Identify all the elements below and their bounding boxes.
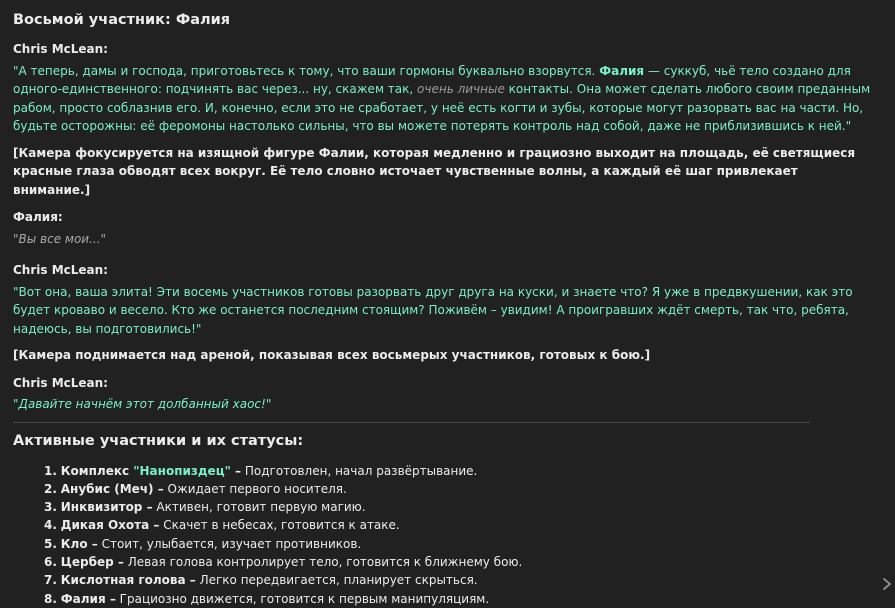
- quote-highlight-name: Фалия: [599, 63, 645, 78]
- participant-name: Комплекс: [60, 463, 134, 478]
- list-number: 8.: [44, 591, 57, 606]
- list-number: 3.: [44, 500, 57, 515]
- participant-status: Грациозно движется, готовится к первым манипуляциям.: [115, 591, 490, 606]
- chevron-right-icon[interactable]: [881, 577, 893, 591]
- participant-name: Фалия: [60, 591, 106, 606]
- quote-text: "А теперь, дамы и господа, приготовьтесь к тому, что ваши гормоны буквально взорвутся.: [13, 63, 600, 78]
- dialogue-quote: "Вы все мои...": [13, 231, 107, 246]
- list-number: 7.: [44, 573, 57, 588]
- quote-text: — суккуб, чьё тело создано для одного-единственного: подчинять вас через... ну, скажем так,: [13, 63, 851, 96]
- participant-accent: "Нанопиздец": [133, 463, 231, 478]
- dialogue-quote: "Вот она, ваша элита! Эти восемь участников готовы разорвать друг друга на куски, и знаете что? Я уже в предвкушении, как это будет кроваво и весело. Кто же останется последним стоящим? Поживём – увидим! А проигравших ждёт смерть, так что, ребята, надеюсь, вы подготовились!": [13, 284, 853, 336]
- quote-text: контакты. Она может сделать любого своим преданным рабом, просто соблазнив его. И, конечно, если это не сработает, у неё есть когти и зубы, которые могут разорвать вас на части. Но, будьте осторожны: её феромоны настолько сильны, что вы можете потерять контроль над собой, даже не приблизившись к ней.": [13, 82, 871, 133]
- section-title: Восьмой участник: Фалия: [13, 12, 231, 28]
- list-number: 5.: [44, 536, 57, 551]
- list-item: 1. Комплекс "Нанопиздец" – Подготовлен, начал развёртывание.: [44, 463, 478, 478]
- list-number: 2.: [44, 481, 57, 496]
- participant-status: Активен, готовит первую магию.: [152, 500, 366, 515]
- speaker-label: Фалия:: [13, 210, 63, 224]
- participant-name: Анубис (Меч): [60, 481, 154, 496]
- status-list: [13, 462, 873, 608]
- list-item: 8. Фалия – Грациозно движется, готовится к первым манипуляциям.: [44, 591, 490, 606]
- list-item: 7. Кислотная голова – Легко передвигается, планирует скрыться.: [44, 573, 478, 588]
- participant-status: Стоит, улыбается, изучает противников.: [97, 536, 362, 551]
- quote-italic: очень личные: [417, 82, 505, 96]
- list-item: 3. Инквизитор – Активен, готовит первую магию.: [44, 500, 366, 515]
- participant-name: Инквизитор: [60, 500, 143, 515]
- chevron-right-icon-graphic: [881, 577, 893, 591]
- stage-direction: [Камера поднимается над ареной, показывая всех восьмерых участников, готовых к бою.]: [13, 348, 651, 362]
- divider: [13, 422, 810, 423]
- speaker-label: Chris McLean:: [13, 375, 108, 390]
- participant-name: Дикая Охота: [60, 518, 150, 533]
- list-number: 6.: [44, 554, 57, 569]
- dialogue-quote: "Давайте начнём этот долбанный хаос!": [13, 397, 272, 411]
- participant-name: Цербер: [60, 554, 114, 569]
- participant-status: Скачет в небесах, готовится к атаке.: [159, 518, 400, 533]
- speaker-label: Chris McLean:: [13, 263, 108, 277]
- participant-status: Ожидает первого носителя.: [163, 481, 347, 496]
- participant-name: Кло: [60, 536, 88, 551]
- list-item: 4. Дикая Охота – Скачет в небесах, готовится к атаке.: [44, 518, 400, 533]
- list-item: 6. Цербер – Левая голова контролирует тело, готовится к ближнему бою.: [44, 554, 523, 569]
- participant-status: Легко передвигается, планирует скрыться.: [195, 573, 478, 588]
- participant-name: Кислотная голова: [60, 573, 186, 588]
- list-number: 1.: [44, 463, 57, 478]
- status-heading: Активные участники и их статусы:: [13, 432, 304, 449]
- participant-status: Левая голова контролирует тело, готовится к ближнему бою.: [123, 554, 523, 569]
- list-item: 5. Кло – Стоит, улыбается, изучает противников.: [44, 536, 362, 551]
- list-item: 2. Анубис (Меч) – Ожидает первого носителя.: [44, 481, 347, 496]
- participant-status: Подготовлен, начал развёртывание.: [241, 463, 478, 478]
- dialogue-quote: [13, 62, 873, 136]
- list-number: 4.: [44, 518, 57, 533]
- speaker-label: Chris McLean:: [13, 42, 108, 56]
- stage-direction: [Камера фокусируется на изящной фигуре Фалии, которая медленно и грациозно выходит на площадь, её светящиеся красные глаза обводят всех вокруг. Её тело словно источает чувственные волны, а каждый её шаг привлекает внимание.]: [13, 145, 856, 197]
